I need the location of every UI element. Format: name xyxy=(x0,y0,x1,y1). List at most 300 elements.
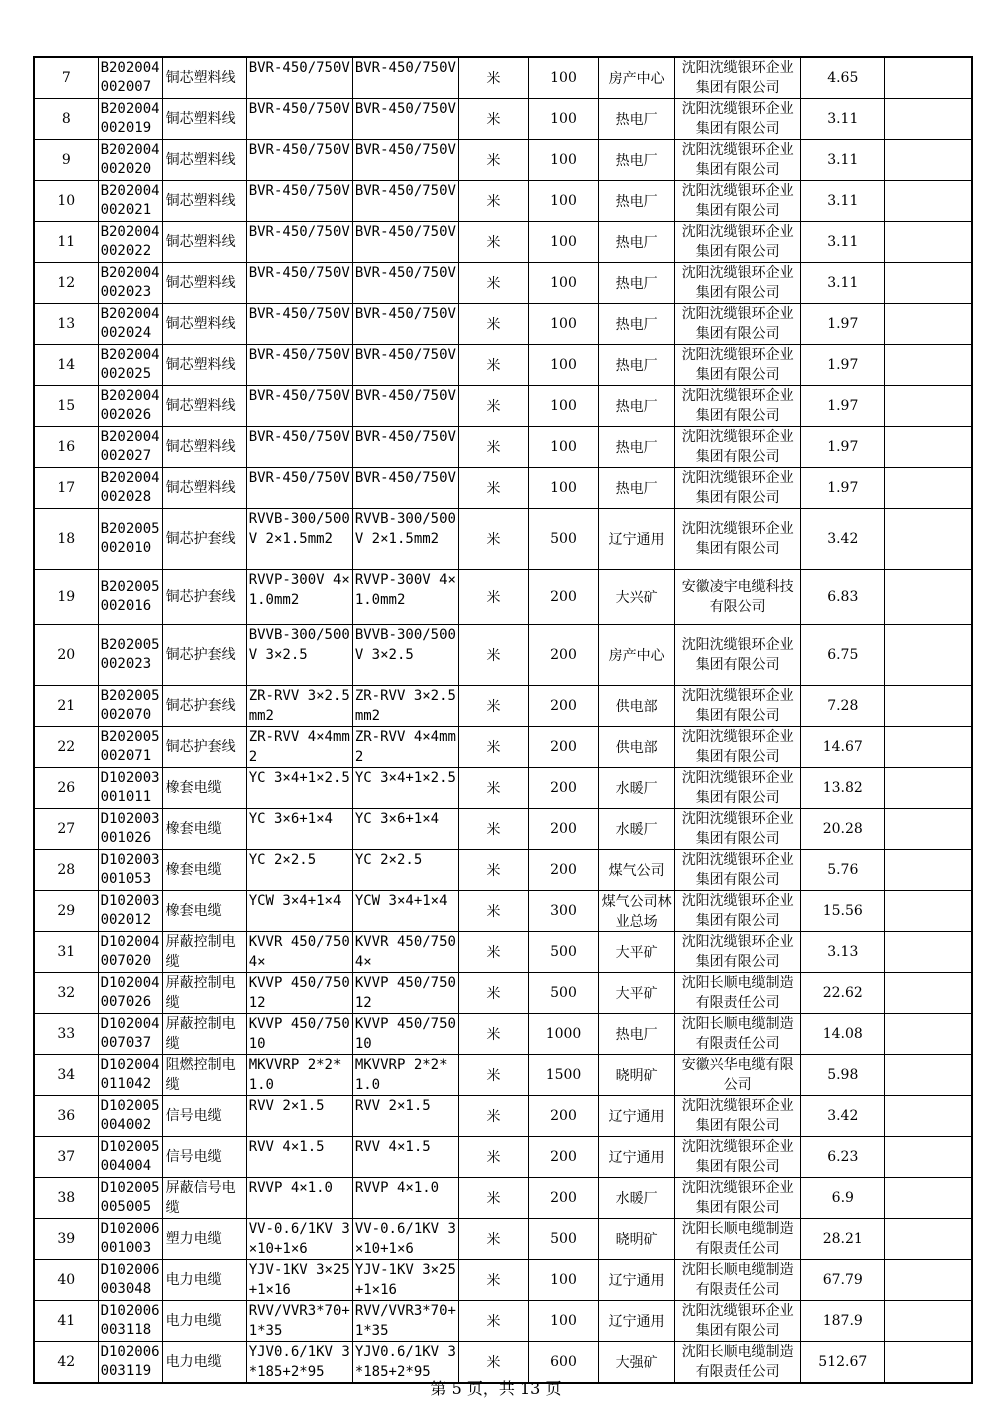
model-specification-cell xyxy=(352,509,458,570)
material-code: B202004002028 xyxy=(100,470,160,505)
unit-price-cell xyxy=(801,181,885,222)
department-cell xyxy=(599,140,675,181)
material-code-cell xyxy=(98,1301,162,1342)
model-specification: RVVP-300V 4×1.0mm2 xyxy=(354,572,456,608)
specification-cell xyxy=(246,1055,352,1096)
quantity-cell xyxy=(528,850,598,891)
material-code: B202005002016 xyxy=(100,579,160,614)
material-name-cell xyxy=(162,570,246,625)
remark-cell xyxy=(885,386,972,427)
material-name-cell xyxy=(162,386,246,427)
specification-cell xyxy=(246,727,352,768)
row-number-cell xyxy=(34,1219,98,1260)
specification: BVR-450/750V xyxy=(248,60,350,76)
supplier-cell xyxy=(675,222,801,263)
model-specification: BVR-450/750V xyxy=(354,429,456,445)
specification-cell xyxy=(246,181,352,222)
material-code: B202004002027 xyxy=(100,429,160,464)
row-number: 14 xyxy=(57,357,76,373)
model-specification: ZR-RVV 4×4mm2 xyxy=(354,729,456,765)
department-cell xyxy=(599,1219,675,1260)
material-name: 橡套电缆 xyxy=(165,903,222,919)
quantity-cell xyxy=(528,57,598,99)
specification: YC 3×4+1×2.5 xyxy=(248,770,350,786)
unit-price-cell xyxy=(801,468,885,509)
material-name: 铜芯塑料线 xyxy=(165,439,236,455)
model-specification: KVVR 450/750 4× xyxy=(354,934,456,970)
department: 供电部 xyxy=(615,699,658,715)
row-number: 32 xyxy=(57,985,76,1001)
unit: 米 xyxy=(486,740,501,756)
table-row xyxy=(34,1260,972,1301)
quantity-cell xyxy=(528,973,598,1014)
supplier-cell xyxy=(675,1096,801,1137)
department: 水暖厂 xyxy=(615,822,658,838)
unit-price-cell xyxy=(801,1260,885,1301)
table-row xyxy=(34,727,972,768)
department-cell xyxy=(599,1055,675,1096)
department-cell xyxy=(599,509,675,570)
model-specification-cell xyxy=(352,891,458,932)
unit-cell xyxy=(458,263,528,304)
department: 辽宁通用 xyxy=(608,1273,665,1289)
material-name-cell xyxy=(162,891,246,932)
model-specification-cell xyxy=(352,973,458,1014)
quantity-cell xyxy=(528,1260,598,1301)
quantity: 1500 xyxy=(545,1067,582,1083)
row-number-cell xyxy=(34,263,98,304)
specification: BVR-450/750V xyxy=(248,265,350,281)
model-specification-cell xyxy=(352,345,458,386)
row-number-cell xyxy=(34,222,98,263)
unit-price: 1.97 xyxy=(827,439,859,455)
unit-price-cell xyxy=(801,1301,885,1342)
supplier: 沈阳沈缆银环企业集团有限公司 xyxy=(681,1139,794,1175)
department-cell xyxy=(599,973,675,1014)
specification: BVR-450/750V xyxy=(248,470,350,486)
quantity-cell xyxy=(528,932,598,973)
department: 大平矿 xyxy=(615,986,658,1002)
department-cell xyxy=(599,891,675,932)
material-code: B202005002023 xyxy=(100,637,160,672)
material-name: 电力电缆 xyxy=(165,1313,222,1329)
remark-cell xyxy=(885,1055,972,1096)
unit-price-cell xyxy=(801,1178,885,1219)
remark-cell xyxy=(885,850,972,891)
model-specification: YCW 3×4+1×4 xyxy=(354,893,448,909)
department: 热电厂 xyxy=(615,399,658,415)
table-row xyxy=(34,468,972,509)
department: 水暖厂 xyxy=(615,781,658,797)
row-number-cell xyxy=(34,57,98,99)
model-specification-cell xyxy=(352,727,458,768)
department: 晓明矿 xyxy=(615,1068,658,1084)
unit-price: 3.11 xyxy=(827,275,859,291)
specification: BVVB-300/500V 3×2.5 xyxy=(248,627,350,663)
supplier: 沈阳沈缆银环企业集团有限公司 xyxy=(681,1303,794,1339)
table-row xyxy=(34,932,972,973)
quantity-cell xyxy=(528,386,598,427)
specification: RVV/VVR3*70+1*35 xyxy=(248,1303,350,1339)
material-name-cell xyxy=(162,140,246,181)
page-footer xyxy=(0,1376,992,1399)
department: 大平矿 xyxy=(615,945,658,961)
unit-cell xyxy=(458,509,528,570)
supplier: 沈阳沈缆银环企业集团有限公司 xyxy=(681,183,794,219)
model-specification: BVR-450/750V xyxy=(354,388,456,404)
row-number-cell xyxy=(34,891,98,932)
row-number-cell xyxy=(34,468,98,509)
unit-price: 1.97 xyxy=(827,357,859,373)
quantity-cell xyxy=(528,99,598,140)
unit-price-cell xyxy=(801,768,885,809)
row-number: 41 xyxy=(57,1313,76,1329)
quantity-cell xyxy=(528,1178,598,1219)
material-name-cell xyxy=(162,973,246,1014)
total-page-count: 13 xyxy=(520,1379,541,1398)
specification-cell xyxy=(246,1096,352,1137)
table-row xyxy=(34,1014,972,1055)
material-name: 铜芯护套线 xyxy=(165,739,236,755)
unit-price: 13.82 xyxy=(822,780,863,796)
model-specification: RVVP 4×1.0 xyxy=(354,1180,440,1196)
specification-cell xyxy=(246,427,352,468)
material-name: 铜芯塑料线 xyxy=(165,111,236,127)
row-number: 34 xyxy=(57,1067,76,1083)
material-code: B202004002026 xyxy=(100,388,160,423)
supplier: 沈阳沈缆银环企业集团有限公司 xyxy=(681,347,794,383)
material-name: 铜芯塑料线 xyxy=(165,480,236,496)
table-row xyxy=(34,625,972,686)
unit-cell xyxy=(458,345,528,386)
specification-cell xyxy=(246,345,352,386)
model-specification: YC 3×4+1×2.5 xyxy=(354,770,456,786)
unit-price-cell xyxy=(801,809,885,850)
material-code-cell xyxy=(98,181,162,222)
specification-cell xyxy=(246,1178,352,1219)
supplier-cell xyxy=(675,468,801,509)
table-row xyxy=(34,263,972,304)
supplier-cell xyxy=(675,625,801,686)
table-row xyxy=(34,1178,972,1219)
model-specification-cell xyxy=(352,468,458,509)
supplier-cell xyxy=(675,850,801,891)
row-number: 11 xyxy=(57,234,76,250)
row-number-cell xyxy=(34,1096,98,1137)
unit: 米 xyxy=(486,648,501,664)
model-specification: RVV 2×1.5 xyxy=(354,1098,431,1114)
unit: 米 xyxy=(486,1191,501,1207)
model-specification: BVR-450/750V xyxy=(354,265,456,281)
quantity-cell xyxy=(528,891,598,932)
supplier: 沈阳沈缆银环企业集团有限公司 xyxy=(681,852,794,888)
specification: YC 2×2.5 xyxy=(248,852,317,868)
unit: 米 xyxy=(486,1273,501,1289)
department-cell xyxy=(599,57,675,99)
department: 辽宁通用 xyxy=(608,1150,665,1166)
specification: RVVP-300V 4×1.0mm2 xyxy=(248,572,350,608)
table-row xyxy=(34,1301,972,1342)
table-row xyxy=(34,222,972,263)
department-cell xyxy=(599,222,675,263)
specification: KVVP 450/750 12 xyxy=(248,975,350,1011)
material-name-cell xyxy=(162,625,246,686)
material-name: 铜芯塑料线 xyxy=(165,234,236,250)
material-code-cell xyxy=(98,1055,162,1096)
department-cell xyxy=(599,1137,675,1178)
supplier: 沈阳沈缆银环企业集团有限公司 xyxy=(681,934,794,970)
quantity: 200 xyxy=(550,739,577,755)
remark-cell xyxy=(885,345,972,386)
material-name-cell xyxy=(162,99,246,140)
department-cell xyxy=(599,386,675,427)
unit-price: 3.42 xyxy=(827,1108,859,1124)
unit: 米 xyxy=(486,1232,501,1248)
quantity-cell xyxy=(528,768,598,809)
department-cell xyxy=(599,932,675,973)
remark-cell xyxy=(885,1096,972,1137)
quantity: 100 xyxy=(550,1313,577,1329)
material-name: 铜芯塑料线 xyxy=(165,70,236,86)
material-name: 铜芯护套线 xyxy=(165,647,236,663)
specification-cell xyxy=(246,891,352,932)
row-number: 9 xyxy=(61,152,71,168)
unit-price: 14.08 xyxy=(822,1026,863,1042)
row-number: 31 xyxy=(57,944,76,960)
unit: 米 xyxy=(486,317,501,333)
row-number-cell xyxy=(34,509,98,570)
material-code: D102005004002 xyxy=(100,1098,160,1133)
department: 水暖厂 xyxy=(615,1191,658,1207)
unit-price-cell xyxy=(801,222,885,263)
row-number-cell xyxy=(34,304,98,345)
row-number: 16 xyxy=(57,439,76,455)
table-row xyxy=(34,1096,972,1137)
remark-cell xyxy=(885,509,972,570)
remark-cell xyxy=(885,727,972,768)
specification-cell xyxy=(246,1014,352,1055)
material-code: D102004007026 xyxy=(100,975,160,1010)
unit: 米 xyxy=(486,276,501,292)
supplier-cell xyxy=(675,263,801,304)
material-name-cell xyxy=(162,809,246,850)
row-number: 15 xyxy=(57,398,76,414)
supplier: 沈阳沈缆银环企业集团有限公司 xyxy=(681,60,794,96)
unit-price-cell xyxy=(801,1137,885,1178)
model-specification: KVVP 450/750 10 xyxy=(354,1016,456,1052)
quantity-cell xyxy=(528,181,598,222)
row-number: 8 xyxy=(61,111,71,127)
unit: 米 xyxy=(486,1068,501,1084)
department-cell xyxy=(599,1301,675,1342)
department: 房产中心 xyxy=(608,648,665,664)
quantity: 500 xyxy=(550,985,577,1001)
material-name-cell xyxy=(162,427,246,468)
model-specification-cell xyxy=(352,625,458,686)
remark-cell xyxy=(885,973,972,1014)
department-cell xyxy=(599,427,675,468)
material-name-cell xyxy=(162,1260,246,1301)
table-row xyxy=(34,140,972,181)
specification-cell xyxy=(246,1301,352,1342)
row-number: 39 xyxy=(57,1231,76,1247)
model-specification: RVV/VVR3*70+1*35 xyxy=(354,1303,456,1339)
specification-cell xyxy=(246,57,352,99)
material-name: 铜芯塑料线 xyxy=(165,357,236,373)
model-specification: BVR-450/750V xyxy=(354,470,456,486)
material-name: 信号电缆 xyxy=(165,1149,222,1165)
unit-cell xyxy=(458,1014,528,1055)
table-row xyxy=(34,57,972,99)
model-specification-cell xyxy=(352,304,458,345)
row-number-cell xyxy=(34,1260,98,1301)
unit: 米 xyxy=(486,904,501,920)
material-name-cell xyxy=(162,768,246,809)
unit-cell xyxy=(458,181,528,222)
footer-prefix: 第 xyxy=(430,1379,452,1398)
quantity-cell xyxy=(528,1219,598,1260)
unit-price-cell xyxy=(801,1096,885,1137)
department: 热电厂 xyxy=(615,358,658,374)
model-specification: BVR-450/750V xyxy=(354,101,456,117)
material-name: 橡套电缆 xyxy=(165,780,222,796)
supplier-cell xyxy=(675,386,801,427)
quantity: 200 xyxy=(550,1108,577,1124)
specification-cell xyxy=(246,263,352,304)
specification: BVR-450/750V xyxy=(248,142,350,158)
table-row xyxy=(34,891,972,932)
material-name-cell xyxy=(162,727,246,768)
department-cell xyxy=(599,468,675,509)
quantity-cell xyxy=(528,1055,598,1096)
remark-cell xyxy=(885,263,972,304)
quantity-cell xyxy=(528,1137,598,1178)
supplier: 沈阳沈缆银环企业集团有限公司 xyxy=(681,224,794,260)
material-code: D102004007037 xyxy=(100,1016,160,1051)
quantity: 1000 xyxy=(545,1026,582,1042)
department-cell xyxy=(599,345,675,386)
material-name-cell xyxy=(162,1014,246,1055)
row-number-cell xyxy=(34,973,98,1014)
row-number: 37 xyxy=(57,1149,76,1165)
material-code: B202004002019 xyxy=(100,101,160,136)
model-specification: KVVP 450/750 12 xyxy=(354,975,456,1011)
specification-cell xyxy=(246,768,352,809)
model-specification-cell xyxy=(352,140,458,181)
quantity: 500 xyxy=(550,944,577,960)
row-number: 36 xyxy=(57,1108,76,1124)
unit: 米 xyxy=(486,863,501,879)
table-row xyxy=(34,345,972,386)
specification-cell xyxy=(246,304,352,345)
table-row xyxy=(34,570,972,625)
material-name-cell xyxy=(162,304,246,345)
material-code-cell xyxy=(98,570,162,625)
footer-suffix: 页 xyxy=(540,1379,562,1398)
unit-price-cell xyxy=(801,99,885,140)
table-row xyxy=(34,809,972,850)
material-code: B202004002025 xyxy=(100,347,160,382)
unit-price: 14.67 xyxy=(822,739,863,755)
supplier-cell xyxy=(675,727,801,768)
specification-cell xyxy=(246,932,352,973)
unit-price: 6.23 xyxy=(827,1149,859,1165)
material-code-cell xyxy=(98,345,162,386)
quantity-cell xyxy=(528,263,598,304)
unit-price: 3.11 xyxy=(827,111,859,127)
remark-cell xyxy=(885,1301,972,1342)
unit-price-cell xyxy=(801,727,885,768)
quantity: 100 xyxy=(550,152,577,168)
row-number: 13 xyxy=(57,316,76,332)
material-code-cell xyxy=(98,1137,162,1178)
quantity-cell xyxy=(528,1096,598,1137)
material-name: 电力电缆 xyxy=(165,1354,222,1370)
material-name-cell xyxy=(162,1301,246,1342)
unit: 米 xyxy=(486,590,501,606)
quantity-cell xyxy=(528,625,598,686)
unit: 米 xyxy=(486,532,501,548)
unit-price: 20.28 xyxy=(822,821,863,837)
material-name-cell xyxy=(162,345,246,386)
row-number: 17 xyxy=(57,480,76,496)
unit-cell xyxy=(458,468,528,509)
material-name-cell xyxy=(162,1219,246,1260)
model-specification-cell xyxy=(352,99,458,140)
row-number-cell xyxy=(34,140,98,181)
row-number-cell xyxy=(34,1301,98,1342)
model-specification-cell xyxy=(352,181,458,222)
supplier: 沈阳沈缆银环企业集团有限公司 xyxy=(681,1098,794,1134)
supplier: 沈阳长顺电缆制造有限责任公司 xyxy=(681,1344,794,1380)
unit-cell xyxy=(458,1096,528,1137)
supplier-cell xyxy=(675,509,801,570)
row-number-cell xyxy=(34,386,98,427)
quantity: 200 xyxy=(550,780,577,796)
model-specification-cell xyxy=(352,1219,458,1260)
specification: BVR-450/750V xyxy=(248,183,350,199)
unit-price: 1.97 xyxy=(827,398,859,414)
quantity: 200 xyxy=(550,589,577,605)
remark-cell xyxy=(885,99,972,140)
unit-price-cell xyxy=(801,850,885,891)
supplier-cell xyxy=(675,1301,801,1342)
row-number-cell xyxy=(34,427,98,468)
material-code-cell xyxy=(98,99,162,140)
model-specification: MKVVRP 2*2*1.0 xyxy=(354,1057,448,1093)
material-name: 铜芯塑料线 xyxy=(165,398,236,414)
department: 热电厂 xyxy=(615,153,658,169)
unit-price: 3.11 xyxy=(827,193,859,209)
model-specification-cell xyxy=(352,263,458,304)
specification-cell xyxy=(246,809,352,850)
material-code-cell xyxy=(98,1014,162,1055)
row-number: 18 xyxy=(57,531,76,547)
specification-cell xyxy=(246,99,352,140)
unit: 米 xyxy=(486,194,501,210)
material-code-cell xyxy=(98,1178,162,1219)
department: 热电厂 xyxy=(615,112,658,128)
supplier: 安徽兴华电缆有限公司 xyxy=(681,1057,794,1093)
unit-price: 22.62 xyxy=(822,985,863,1001)
department: 房产中心 xyxy=(608,71,665,87)
material-code: B202004002024 xyxy=(100,306,160,341)
table-row xyxy=(34,686,972,727)
model-specification: BVR-450/750V xyxy=(354,60,456,76)
supplier: 沈阳沈缆银环企业集团有限公司 xyxy=(681,470,794,506)
row-number-cell xyxy=(34,850,98,891)
material-name: 橡套电缆 xyxy=(165,862,222,878)
